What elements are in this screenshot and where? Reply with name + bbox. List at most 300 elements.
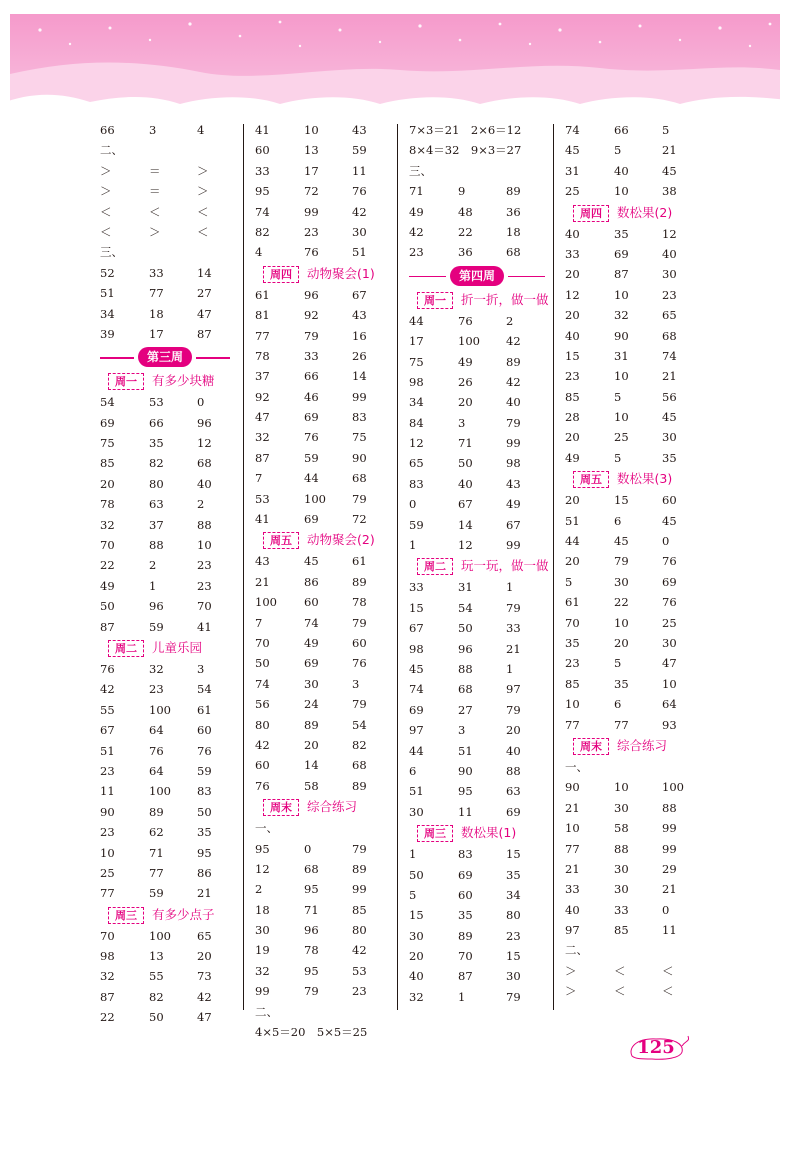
answer-cell: 20 xyxy=(614,635,629,650)
answer-cell: 54 xyxy=(100,395,115,410)
part-label xyxy=(565,940,695,960)
answer-cell: 45 xyxy=(662,163,677,178)
answer-row xyxy=(100,617,230,637)
answer-cell: 45 xyxy=(565,143,580,158)
answer-cell: 23 xyxy=(506,928,521,943)
answer-cell: 48 xyxy=(458,204,473,219)
answer-cell: 87 xyxy=(197,326,212,341)
answer-cell: 100 xyxy=(149,784,171,799)
answer-cell: 88 xyxy=(614,841,629,856)
answer-cell: 96 xyxy=(197,415,212,430)
answer-cell: 30 xyxy=(614,800,629,815)
answer-cell: 2 xyxy=(149,558,157,573)
answer-cell: 77 xyxy=(565,841,580,856)
answer-row xyxy=(565,592,695,612)
part-label-text: 二、 xyxy=(100,143,123,158)
section-title: 有多少点子 xyxy=(152,906,215,922)
answer-cell: 76 xyxy=(458,313,473,328)
answer-cell: 35 xyxy=(197,825,212,840)
answer-row xyxy=(255,346,385,366)
answer-cell: 98 xyxy=(409,374,424,389)
part-label xyxy=(565,757,695,777)
answer-cell: 79 xyxy=(352,841,367,856)
answer-cell: 43 xyxy=(506,476,521,491)
answer-cell: 2 xyxy=(197,497,205,512)
answer-row xyxy=(100,120,230,140)
answer-cell: 22 xyxy=(100,558,115,573)
answer-cell: 36 xyxy=(506,204,521,219)
answer-cell: 80 xyxy=(149,476,164,491)
answer-cell: 97 xyxy=(565,923,580,938)
answer-cell: 21 xyxy=(565,861,580,876)
answer-cell: 50 xyxy=(409,867,424,882)
answer-cell: 89 xyxy=(149,804,164,819)
answer-cell: 12 xyxy=(197,436,212,451)
week-title: 第三周 xyxy=(138,347,192,367)
answer-cell: 34 xyxy=(100,306,115,321)
answer-row xyxy=(409,926,545,946)
answer-row xyxy=(255,572,385,592)
answer-row xyxy=(565,961,695,981)
section-header xyxy=(255,796,385,818)
answer-cell: 25 xyxy=(662,615,677,630)
answer-cell: 70 xyxy=(255,635,270,650)
answer-row xyxy=(565,633,695,653)
answer-cell: 68 xyxy=(197,456,212,471)
answer-cell: 85 xyxy=(565,389,580,404)
week-title: 第四周 xyxy=(450,266,504,286)
answer-row xyxy=(565,305,695,325)
answer-row xyxy=(255,305,385,325)
answer-cell: 33 xyxy=(506,621,521,636)
answer-row xyxy=(409,494,545,514)
answer-row xyxy=(100,283,230,303)
answer-cell: 0 xyxy=(197,395,205,410)
answer-cell: 96 xyxy=(458,641,473,656)
answer-cell: 99 xyxy=(352,882,367,897)
answer-cell: 81 xyxy=(255,308,270,323)
section-header xyxy=(255,529,385,551)
answer-row xyxy=(100,263,230,283)
answer-cell: 76 xyxy=(304,430,319,445)
answer-cell: 30 xyxy=(614,861,629,876)
answer-row xyxy=(409,222,545,242)
section-title: 动物聚会(2) xyxy=(307,532,375,548)
answer-cell: 10 xyxy=(100,845,115,860)
answer-row xyxy=(565,715,695,735)
answer-cell: 6 xyxy=(614,513,622,528)
answer-cell: ＜ xyxy=(614,963,626,978)
answer-cell: 21 xyxy=(662,369,677,384)
page-number xyxy=(626,1034,692,1062)
answer-row xyxy=(255,242,385,262)
answer-cell: 74 xyxy=(304,615,319,630)
answer-cell: 79 xyxy=(352,615,367,630)
answer-row xyxy=(565,839,695,859)
answer-cell: 67 xyxy=(506,517,521,532)
answer-cell: 89 xyxy=(506,184,521,199)
answer-row xyxy=(100,987,230,1007)
answer-cell: 98 xyxy=(100,949,115,964)
answer-cell: 15 xyxy=(409,908,424,923)
answer-cell: 15 xyxy=(409,600,424,615)
answer-cell: 99 xyxy=(506,538,521,553)
answer-cell: 45 xyxy=(662,410,677,425)
answer-cell: 62 xyxy=(149,825,164,840)
answer-cell: 60 xyxy=(458,887,473,902)
answer-cell: 20 xyxy=(304,737,319,752)
answer-cell: 14 xyxy=(304,758,319,773)
day-tag: 周末 xyxy=(263,799,299,816)
answer-row xyxy=(100,659,230,679)
answer-cell: 95 xyxy=(458,784,473,799)
answer-cell: 30 xyxy=(662,267,677,282)
answer-cell: 70 xyxy=(565,615,580,630)
answer-cell: 42 xyxy=(409,224,424,239)
answer-row xyxy=(100,741,230,761)
answer-cell: 54 xyxy=(458,600,473,615)
answer-cell: 42 xyxy=(197,989,212,1004)
answer-cell: 22 xyxy=(100,1010,115,1025)
section-title: 有多少块糖 xyxy=(152,373,215,389)
answer-row xyxy=(565,981,695,1001)
answer-cell: 85 xyxy=(565,676,580,691)
answer-cell: 65 xyxy=(662,308,677,323)
answer-cell: 50 xyxy=(458,621,473,636)
answer-cell: 49 xyxy=(409,204,424,219)
answer-cell: 89 xyxy=(352,778,367,793)
answer-row xyxy=(100,181,230,201)
answer-row xyxy=(100,222,230,242)
answer-row xyxy=(100,926,230,946)
answer-row xyxy=(565,900,695,920)
section-header xyxy=(255,263,385,285)
answer-cell: 44 xyxy=(409,743,424,758)
answer-cell: 42 xyxy=(100,682,115,697)
answer-cell: 60 xyxy=(662,493,677,508)
answer-cell: 78 xyxy=(255,348,270,363)
answer-cell: 5 xyxy=(409,887,417,902)
answer-row xyxy=(100,761,230,781)
day-tag: 周一 xyxy=(108,373,144,390)
answer-cell: 51 xyxy=(409,784,424,799)
answer-row xyxy=(409,535,545,555)
answer-cell: 11 xyxy=(100,784,115,799)
answer-cell: 0 xyxy=(304,841,312,856)
answer-cell: 12 xyxy=(662,226,677,241)
answer-cell: 17 xyxy=(409,334,424,349)
part-label xyxy=(409,161,545,181)
answer-cell: 33 xyxy=(409,580,424,595)
answer-cell: 33 xyxy=(565,246,580,261)
answer-cell: 70 xyxy=(197,599,212,614)
answer-column-1 xyxy=(100,120,230,1028)
answer-cell: 40 xyxy=(565,902,580,917)
section-title: 玩一玩，做一做 xyxy=(461,558,549,574)
answer-row xyxy=(255,900,385,920)
answer-row xyxy=(100,304,230,324)
answer-cell: 40 xyxy=(409,969,424,984)
answer-cell: 90 xyxy=(565,780,580,795)
answer-cell: 96 xyxy=(304,923,319,938)
answer-cell: 49 xyxy=(458,354,473,369)
answer-row xyxy=(409,474,545,494)
answer-cell: 63 xyxy=(149,497,164,512)
column-divider xyxy=(397,124,398,1010)
answer-cell: 30 xyxy=(614,574,629,589)
answer-cell: 100 xyxy=(255,595,277,610)
answer-row xyxy=(565,407,695,427)
answer-cell: 10 xyxy=(614,369,629,384)
part-label xyxy=(100,140,230,160)
answer-row xyxy=(565,448,695,468)
answer-cell: 80 xyxy=(255,717,270,732)
answer-cell: 80 xyxy=(506,908,521,923)
week-rule-left xyxy=(409,276,446,278)
answer-cell: 15 xyxy=(614,493,629,508)
answer-cell: 23 xyxy=(304,224,319,239)
answer-row xyxy=(255,613,385,633)
answer-cell: 20 xyxy=(458,395,473,410)
answer-cell: 59 xyxy=(352,143,367,158)
answer-cell: 89 xyxy=(352,861,367,876)
answer-row xyxy=(409,372,545,392)
answer-cell: 76 xyxy=(352,656,367,671)
answer-cell: 30 xyxy=(506,969,521,984)
answer-cell: 74 xyxy=(565,123,580,137)
answer-cell: 33 xyxy=(614,902,629,917)
answer-cell: 55 xyxy=(100,702,115,717)
answer-cell: 59 xyxy=(304,450,319,465)
week-rule-right xyxy=(508,276,545,278)
answer-row xyxy=(409,700,545,720)
week-rule-right xyxy=(196,357,230,359)
answer-row xyxy=(255,715,385,735)
answer-cell: 90 xyxy=(458,763,473,778)
answer-row xyxy=(409,392,545,412)
answer-cell: 58 xyxy=(614,821,629,836)
answer-cell: 20 xyxy=(506,723,521,738)
answer-cell: 50 xyxy=(149,1010,164,1025)
answer-cell: 99 xyxy=(506,436,521,451)
answer-cell: 5 xyxy=(614,143,622,158)
answer-cell: 36 xyxy=(458,245,473,260)
answer-row xyxy=(565,653,695,673)
answer-cell: 23 xyxy=(662,287,677,302)
answer-row xyxy=(255,161,385,181)
answer-cell: 87 xyxy=(100,989,115,1004)
answer-cell: 13 xyxy=(149,949,164,964)
answer-cell: 47 xyxy=(197,1010,212,1025)
answer-row xyxy=(409,781,545,801)
answer-column-2 xyxy=(255,120,385,1042)
answer-row xyxy=(100,1007,230,1027)
equation-row xyxy=(255,1022,385,1042)
answer-cell: 90 xyxy=(352,450,367,465)
answer-cell: 70 xyxy=(100,928,115,943)
answer-row xyxy=(409,844,545,864)
answer-cell: 25 xyxy=(565,184,580,199)
answer-cell: ＞ xyxy=(565,984,577,999)
answer-cell: 99 xyxy=(255,984,270,999)
answer-row xyxy=(565,920,695,940)
answer-row xyxy=(100,413,230,433)
answer-row xyxy=(409,741,545,761)
part-label xyxy=(255,818,385,838)
answer-row xyxy=(100,494,230,514)
answer-cell: 72 xyxy=(304,184,319,199)
answer-cell: 53 xyxy=(149,395,164,410)
answer-cell: 40 xyxy=(662,246,677,261)
answer-row xyxy=(565,798,695,818)
answer-row xyxy=(409,987,545,1007)
answer-cell: 99 xyxy=(304,204,319,219)
answer-cell: 1 xyxy=(458,989,466,1004)
day-tag: 周三 xyxy=(108,907,144,924)
answer-row xyxy=(100,822,230,842)
answer-cell: 76 xyxy=(662,554,677,569)
answer-cell: 33 xyxy=(565,882,580,897)
answer-row xyxy=(255,755,385,775)
answer-cell: 10 xyxy=(614,615,629,630)
answer-row xyxy=(255,981,385,1001)
answer-cell: 3 xyxy=(197,661,205,676)
answer-cell: 66 xyxy=(100,123,115,137)
answer-cell: 34 xyxy=(409,395,424,410)
answer-row xyxy=(100,863,230,883)
answer-cell: 78 xyxy=(304,943,319,958)
answer-cell: 59 xyxy=(409,517,424,532)
answer-cell: 51 xyxy=(100,286,115,301)
answer-cell: 69 xyxy=(614,246,629,261)
answer-cell: 11 xyxy=(458,804,473,819)
answer-cell: 95 xyxy=(197,845,212,860)
day-tag: 周四 xyxy=(573,205,609,222)
answer-cell: 90 xyxy=(100,804,115,819)
answer-cell: 79 xyxy=(304,328,319,343)
answer-cell: 59 xyxy=(149,619,164,634)
answer-row xyxy=(565,120,695,140)
answer-cell: 87 xyxy=(100,619,115,634)
answer-row xyxy=(100,324,230,344)
answer-cell: 35 xyxy=(506,867,521,882)
answer-cell: 80 xyxy=(352,923,367,938)
answer-cell: 23 xyxy=(197,578,212,593)
section-title: 综合练习 xyxy=(617,737,668,753)
answer-cell: 69 xyxy=(304,512,319,527)
answer-cell: 51 xyxy=(352,245,367,260)
answer-row xyxy=(565,181,695,201)
answer-cell: 61 xyxy=(197,702,212,717)
answer-cell: 18 xyxy=(506,224,521,239)
answer-row xyxy=(255,879,385,899)
answer-row xyxy=(565,224,695,244)
answer-cell: 38 xyxy=(662,184,677,199)
answer-cell: 83 xyxy=(458,847,473,862)
answer-cell: 58 xyxy=(304,778,319,793)
answer-column-3 xyxy=(409,120,549,1007)
answer-cell: 52 xyxy=(100,265,115,280)
answer-cell: 59 xyxy=(149,886,164,901)
answer-cell: 60 xyxy=(255,758,270,773)
answer-row xyxy=(100,515,230,535)
answer-cell: 83 xyxy=(197,784,212,799)
answer-cell: 97 xyxy=(506,682,521,697)
answer-cell: 3 xyxy=(458,415,466,430)
answer-cell: 34 xyxy=(506,887,521,902)
answer-row xyxy=(255,448,385,468)
answer-cell: 79 xyxy=(506,702,521,717)
answer-row xyxy=(565,387,695,407)
answer-row xyxy=(100,720,230,740)
answer-cell: 71 xyxy=(149,845,164,860)
answer-cell: 21 xyxy=(565,800,580,815)
answer-cell: 82 xyxy=(352,737,367,752)
part-label-text: 一、 xyxy=(565,759,588,774)
answer-cell: 45 xyxy=(409,661,424,676)
answer-row xyxy=(565,613,695,633)
answer-row xyxy=(409,885,545,905)
answer-cell: 22 xyxy=(614,595,629,610)
answer-cell: 100 xyxy=(662,780,684,795)
answer-cell: ＝ xyxy=(149,184,161,199)
answer-cell: ＞ xyxy=(197,163,209,178)
answer-row xyxy=(100,555,230,575)
answer-row xyxy=(409,639,545,659)
answer-row xyxy=(565,140,695,160)
section-header xyxy=(100,904,230,926)
answer-row xyxy=(255,285,385,305)
answer-cell: 65 xyxy=(197,928,212,943)
answer-row xyxy=(409,352,545,372)
section-header xyxy=(565,468,695,490)
answer-cell: 65 xyxy=(409,456,424,471)
answer-cell: 76 xyxy=(352,184,367,199)
answer-cell: 60 xyxy=(352,635,367,650)
answer-cell: 32 xyxy=(255,963,270,978)
answer-cell: 51 xyxy=(458,743,473,758)
answer-cell: 89 xyxy=(352,574,367,589)
equation-row xyxy=(409,140,545,160)
answer-row xyxy=(409,181,545,201)
answer-row xyxy=(100,535,230,555)
answer-row xyxy=(255,489,385,509)
answer-cell: 50 xyxy=(255,656,270,671)
answer-cell: 27 xyxy=(197,286,212,301)
answer-cell: 68 xyxy=(506,245,521,260)
answer-cell: 69 xyxy=(409,702,424,717)
week-rule-left xyxy=(100,357,134,359)
section-header xyxy=(409,555,549,577)
answer-row xyxy=(565,674,695,694)
cloud-banner-graphic xyxy=(0,0,800,130)
answer-cell: 92 xyxy=(304,308,319,323)
day-tag: 周二 xyxy=(108,640,144,657)
answer-cell: 99 xyxy=(352,389,367,404)
answer-cell: 30 xyxy=(614,882,629,897)
answer-cell: 3 xyxy=(458,723,466,738)
answer-cell: 45 xyxy=(614,534,629,549)
section-header xyxy=(565,735,695,757)
answer-cell: 10 xyxy=(197,538,212,553)
answer-cell: 53 xyxy=(255,491,270,506)
answer-cell: 100 xyxy=(149,928,171,943)
answer-cell: 95 xyxy=(304,963,319,978)
answer-cell: 10 xyxy=(614,287,629,302)
answer-cell: 42 xyxy=(506,334,521,349)
answer-cell: 49 xyxy=(565,450,580,465)
answer-cell: 83 xyxy=(409,476,424,491)
